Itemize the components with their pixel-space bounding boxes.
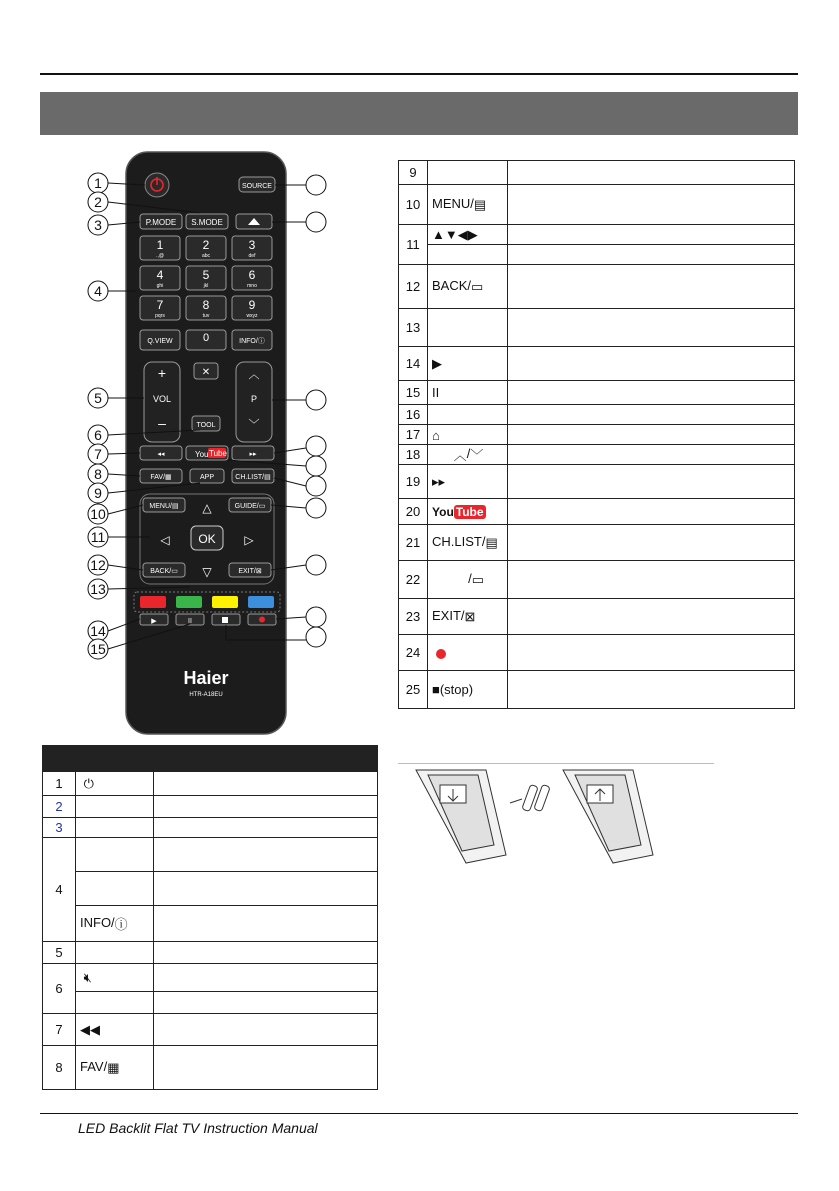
row-number: 18 xyxy=(399,445,428,465)
remote-back-closed xyxy=(563,770,653,863)
qview-button-label: Q.VIEW xyxy=(147,338,173,345)
table-row xyxy=(399,185,795,225)
row-number: 6 xyxy=(43,964,76,1014)
row-key: ︿/﹀ xyxy=(428,445,508,465)
callout-number: 13 xyxy=(90,581,106,597)
record-icon xyxy=(259,617,265,623)
row-key: BACK/▭ xyxy=(428,265,508,309)
row-key: INFO/ⓘ xyxy=(76,906,154,942)
chlist-icon: ▤ xyxy=(485,534,498,550)
row-description xyxy=(154,818,378,838)
table-row xyxy=(43,906,378,942)
row-key: MENU/▤ xyxy=(428,185,508,225)
callout-number: 10 xyxy=(90,506,106,522)
callout-circle xyxy=(306,498,326,518)
row-key xyxy=(428,425,508,445)
row-number: 7 xyxy=(43,1014,76,1046)
row-number: 11 xyxy=(399,225,428,265)
row-description xyxy=(154,906,378,942)
row-key: EXIT/⊠ xyxy=(428,599,508,635)
row-key xyxy=(76,818,154,838)
digit-letters: abc xyxy=(201,253,211,259)
table-row xyxy=(399,671,795,709)
pmode-label: P.MODE xyxy=(145,218,177,227)
table-row xyxy=(399,599,795,635)
row-number: 22 xyxy=(399,561,428,599)
callout-circle xyxy=(306,607,326,627)
digit-label: 8 xyxy=(202,298,210,312)
row-number: 25 xyxy=(399,671,428,709)
callout-number: 4 xyxy=(94,283,102,299)
brand-logo: Haier xyxy=(183,668,229,688)
youtube-you: You xyxy=(195,450,209,459)
row-description xyxy=(508,425,795,445)
button-function-table-left xyxy=(42,745,378,1090)
row-number: 19 xyxy=(399,465,428,499)
battery-section-rule xyxy=(398,763,714,764)
exit-icon: ⊠ xyxy=(464,608,476,624)
digit-letters: def xyxy=(248,253,256,259)
info-icon: ⓘ xyxy=(114,917,128,932)
home-icon: ⌂ xyxy=(432,427,440,443)
svg-text:+: + xyxy=(157,365,167,381)
digit-letters: ghi xyxy=(156,283,164,289)
row-description xyxy=(508,599,795,635)
row-description xyxy=(508,561,795,599)
ok-label: OK xyxy=(198,532,216,546)
battery-icon xyxy=(510,784,550,811)
row-description xyxy=(508,525,795,561)
row-description xyxy=(508,309,795,347)
row-number: 10 xyxy=(399,185,428,225)
mute-icon: ✕ xyxy=(201,367,211,378)
table-row xyxy=(399,525,795,561)
up-arrow-icon: △ xyxy=(202,501,212,515)
row-key: FAV/▦ xyxy=(76,1046,154,1090)
row-description xyxy=(154,964,378,992)
channel-up-icon: ︿ xyxy=(453,448,467,463)
callout-number: 9 xyxy=(94,485,102,501)
row-key xyxy=(76,942,154,964)
row-key xyxy=(76,772,154,796)
source-label: SOURCE xyxy=(242,183,272,190)
row-key: II xyxy=(428,381,508,405)
row-description xyxy=(508,465,795,499)
model-label: HTR-A18EU xyxy=(189,692,223,698)
play-icon: ▶ xyxy=(151,618,157,625)
row-key: ▲▼◀▶ xyxy=(428,225,508,245)
row-description xyxy=(508,185,795,225)
row-description xyxy=(508,245,795,265)
row-key xyxy=(428,635,508,671)
svg-text:﹀: ﹀ xyxy=(248,419,260,431)
row-number: 17 xyxy=(399,425,428,445)
info-button-label: INFO/ⓘ xyxy=(239,338,265,345)
power-icon: ⏻ xyxy=(83,775,94,791)
callout-number: 8 xyxy=(94,466,102,482)
table-row xyxy=(43,942,378,964)
back-icon: ▭ xyxy=(471,278,484,294)
table-row xyxy=(399,425,795,445)
callout-circle xyxy=(306,436,326,456)
callout-number: 1 xyxy=(94,175,102,191)
youtube-icon: You Tube xyxy=(432,505,484,520)
callout-number: 12 xyxy=(90,557,106,573)
callout-number: 6 xyxy=(94,427,102,443)
digit-label: 9 xyxy=(248,298,256,312)
row-description xyxy=(154,992,378,1014)
row-number: 2 xyxy=(43,796,76,818)
stop-icon xyxy=(222,617,228,623)
table-row xyxy=(399,561,795,599)
row-key: ■(stop) xyxy=(428,671,508,709)
row-description xyxy=(154,772,378,796)
row-key xyxy=(76,838,154,872)
row-number: 9 xyxy=(399,161,428,185)
table-row xyxy=(43,818,378,838)
menu-icon: ▤ xyxy=(473,196,487,212)
battery-installation-figure xyxy=(398,765,728,865)
app-label: APP xyxy=(199,474,215,481)
row-key: CH.LIST/▤ xyxy=(428,525,508,561)
row-key: ◀◀ xyxy=(76,1014,154,1046)
exit-label: EXIT/⊠ xyxy=(238,568,262,575)
right-arrow-icon: ▷ xyxy=(244,533,254,547)
row-key xyxy=(76,872,154,906)
row-description xyxy=(508,445,795,465)
callout-number: 3 xyxy=(94,217,102,233)
row-number: 4 xyxy=(43,838,76,942)
row-number: 16 xyxy=(399,405,428,425)
youtube-tube: Tube xyxy=(209,449,227,458)
row-number: 23 xyxy=(399,599,428,635)
row-key xyxy=(428,499,508,525)
callout-number: 2 xyxy=(94,194,102,210)
fav-label: FAV/▦ xyxy=(150,474,172,481)
p-label: P xyxy=(250,394,258,404)
callout-number: 14 xyxy=(90,623,106,639)
footer-rule xyxy=(40,1113,798,1114)
row-description xyxy=(508,635,795,671)
table-row xyxy=(399,245,795,265)
guide-label: GUIDE/▭ xyxy=(234,503,266,510)
smode-label: S.MODE xyxy=(191,218,223,227)
digit-label: 6 xyxy=(248,268,256,282)
svg-text:︿: ︿ xyxy=(248,369,260,381)
callout-circle xyxy=(306,175,326,195)
callout-circle xyxy=(306,555,326,575)
row-description xyxy=(508,161,795,185)
chlist-label: CH.LIST/▤ xyxy=(235,474,271,481)
back-label: BACK/▭ xyxy=(150,568,178,575)
button-function-table-right xyxy=(398,160,795,709)
digit-label: 5 xyxy=(202,268,210,282)
row-number: 13 xyxy=(399,309,428,347)
table-row xyxy=(43,838,378,872)
digit-label: 3 xyxy=(248,238,256,252)
down-arrow-icon: ▽ xyxy=(202,565,212,579)
row-description xyxy=(508,381,795,405)
row-description xyxy=(154,1046,378,1090)
row-number: 24 xyxy=(399,635,428,671)
row-description xyxy=(154,838,378,872)
red-key xyxy=(140,596,166,608)
row-description xyxy=(154,796,378,818)
svg-text:–: – xyxy=(158,415,166,431)
remote-back-open xyxy=(416,770,506,863)
footer-title: LED Backlit Flat TV Instruction Manual xyxy=(78,1120,318,1136)
table-row xyxy=(399,381,795,405)
tool-label: TOOL xyxy=(196,422,216,429)
row-key: /▭ xyxy=(428,561,508,599)
row-description xyxy=(508,225,795,245)
callout-number: 5 xyxy=(94,390,102,406)
digit-letters: .,@ xyxy=(156,253,164,259)
table-row xyxy=(399,309,795,347)
row-description xyxy=(508,347,795,381)
row-number: 5 xyxy=(43,942,76,964)
callout-circle xyxy=(306,212,326,232)
menu-label: MENU/▤ xyxy=(149,503,179,510)
vol-label: VOL xyxy=(152,394,172,404)
table-row xyxy=(399,347,795,381)
left-arrow-icon: ◁ xyxy=(160,533,170,547)
callout-number: 15 xyxy=(90,641,106,657)
table-header xyxy=(43,746,378,772)
channel-down-icon: ﹀ xyxy=(470,448,484,463)
row-description xyxy=(154,872,378,906)
fav-icon: ▦ xyxy=(107,1059,120,1075)
row-number: 8 xyxy=(43,1046,76,1090)
callout-circle xyxy=(306,627,326,647)
digit-letters: jkl xyxy=(203,283,209,289)
row-number: 1 xyxy=(43,772,76,796)
fast-forward-icon: ▸▸ xyxy=(249,451,257,458)
table-row xyxy=(43,1046,378,1090)
callout-circle xyxy=(306,476,326,496)
table-row xyxy=(399,445,795,465)
digit-label: 1 xyxy=(156,238,164,252)
callout-circle xyxy=(306,390,326,410)
table-row xyxy=(43,1014,378,1046)
table-row xyxy=(399,405,795,425)
rewind-icon: ◂◂ xyxy=(157,451,165,458)
row-key: ▸▸ xyxy=(428,465,508,499)
table-row xyxy=(43,772,378,796)
row-key xyxy=(428,309,508,347)
row-description xyxy=(508,265,795,309)
row-number: 20 xyxy=(399,499,428,525)
digit-letters: wxyz xyxy=(246,313,258,319)
table-row xyxy=(43,796,378,818)
row-description xyxy=(508,671,795,709)
row-key: ▶ xyxy=(428,347,508,381)
table-row xyxy=(399,225,795,245)
callout-number: 7 xyxy=(94,446,102,462)
row-description xyxy=(508,499,795,525)
row-key xyxy=(428,245,508,265)
blue-key xyxy=(248,596,274,608)
table-row xyxy=(43,872,378,906)
row-number: 15 xyxy=(399,381,428,405)
row-number: 12 xyxy=(399,265,428,309)
digit-letters: pqrs xyxy=(155,313,165,319)
row-description xyxy=(508,405,795,425)
callout-circle xyxy=(306,456,326,476)
callout-number: 11 xyxy=(90,529,106,545)
digit-letters: mno xyxy=(247,283,257,289)
yellow-key xyxy=(212,596,238,608)
green-key xyxy=(176,596,202,608)
row-key xyxy=(428,405,508,425)
digit-label: 4 xyxy=(156,268,164,282)
digit-label: 2 xyxy=(202,238,210,252)
table-row xyxy=(399,265,795,309)
digit-label: 7 xyxy=(156,298,164,312)
record-icon xyxy=(436,649,446,659)
table-row xyxy=(399,635,795,671)
row-key xyxy=(76,992,154,1014)
pause-icon: II xyxy=(188,618,192,625)
row-description xyxy=(154,942,378,964)
subtitle-icon: ▭ xyxy=(471,571,485,587)
row-key xyxy=(428,161,508,185)
table-row xyxy=(399,465,795,499)
table-row xyxy=(399,499,795,525)
digit-letters: tuv xyxy=(202,313,210,319)
row-key xyxy=(76,964,154,992)
row-number: 21 xyxy=(399,525,428,561)
table-row xyxy=(399,161,795,185)
row-number: 3 xyxy=(43,818,76,838)
table-row xyxy=(43,964,378,992)
table-row xyxy=(43,992,378,1014)
digit-key-0-label: 0 xyxy=(202,332,210,344)
mute-icon: 🔇︎ xyxy=(83,969,92,985)
row-description xyxy=(154,1014,378,1046)
row-key xyxy=(76,796,154,818)
row-number: 14 xyxy=(399,347,428,381)
